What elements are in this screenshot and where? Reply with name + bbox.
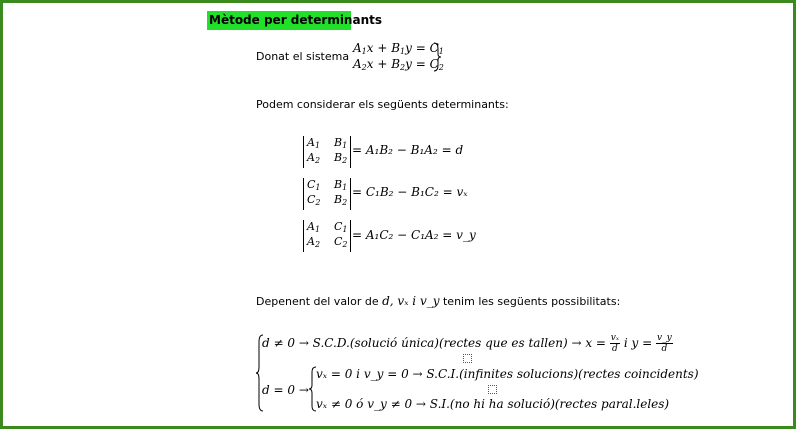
case-d-zero-lhs: d = 0 → xyxy=(262,383,309,397)
subcase-si: vₓ ≠ 0 ó v_y ≠ 0 → S.I.(no hi ha solució)(rectes paral.leles) xyxy=(316,397,670,411)
equation-1: $A_1x + B_1y = C_1$ xyxy=(353,41,444,56)
determinant-1-expansion: = A₁B₂ − B₁A₂ = d xyxy=(352,143,464,157)
depends-sentence: Depenent del valor de d, vₓ i v_y tenim les següents possibilitats: xyxy=(256,294,621,308)
page-title: Mètode per determinants xyxy=(207,11,351,30)
determinant-2-expansion: = C₁B₂ − B₁C₂ = vₓ xyxy=(352,185,468,199)
equation-2: $A_2x + B_2y = C_2$ xyxy=(353,57,444,72)
determinant-matrix-3: $A_1$ $C_1$ $A_2$ $C_2$ xyxy=(303,220,351,252)
system-right-brace xyxy=(433,42,441,72)
determinant-matrix-2: $C_1$ $B_1$ $C_2$ $B_2$ xyxy=(303,178,351,210)
intro-label: Donat el sistema xyxy=(256,50,350,63)
placeholder-box-2 xyxy=(488,385,497,394)
determinants-intro: Podem considerar els següents determinants: xyxy=(256,98,509,111)
determinant-matrix-1: $A_1$ $B_1$ $A_2$ $B_2$ xyxy=(303,136,351,168)
case-d-nonzero: d ≠ 0 → S.C.D.(solució única)(rectes que es tallen) → x = $\frac{\text{vₓ}}{d}$ i y = $\frac{v\_y}{d}$ xyxy=(262,333,672,354)
determinant-3-expansion: = A₁C₂ − C₁A₂ = v_y xyxy=(352,228,476,242)
subcase-sci: vₓ = 0 i v_y = 0 → S.C.I.(infinites solucions)(rectes coincidents) xyxy=(316,367,699,381)
placeholder-box-1 xyxy=(463,354,472,363)
